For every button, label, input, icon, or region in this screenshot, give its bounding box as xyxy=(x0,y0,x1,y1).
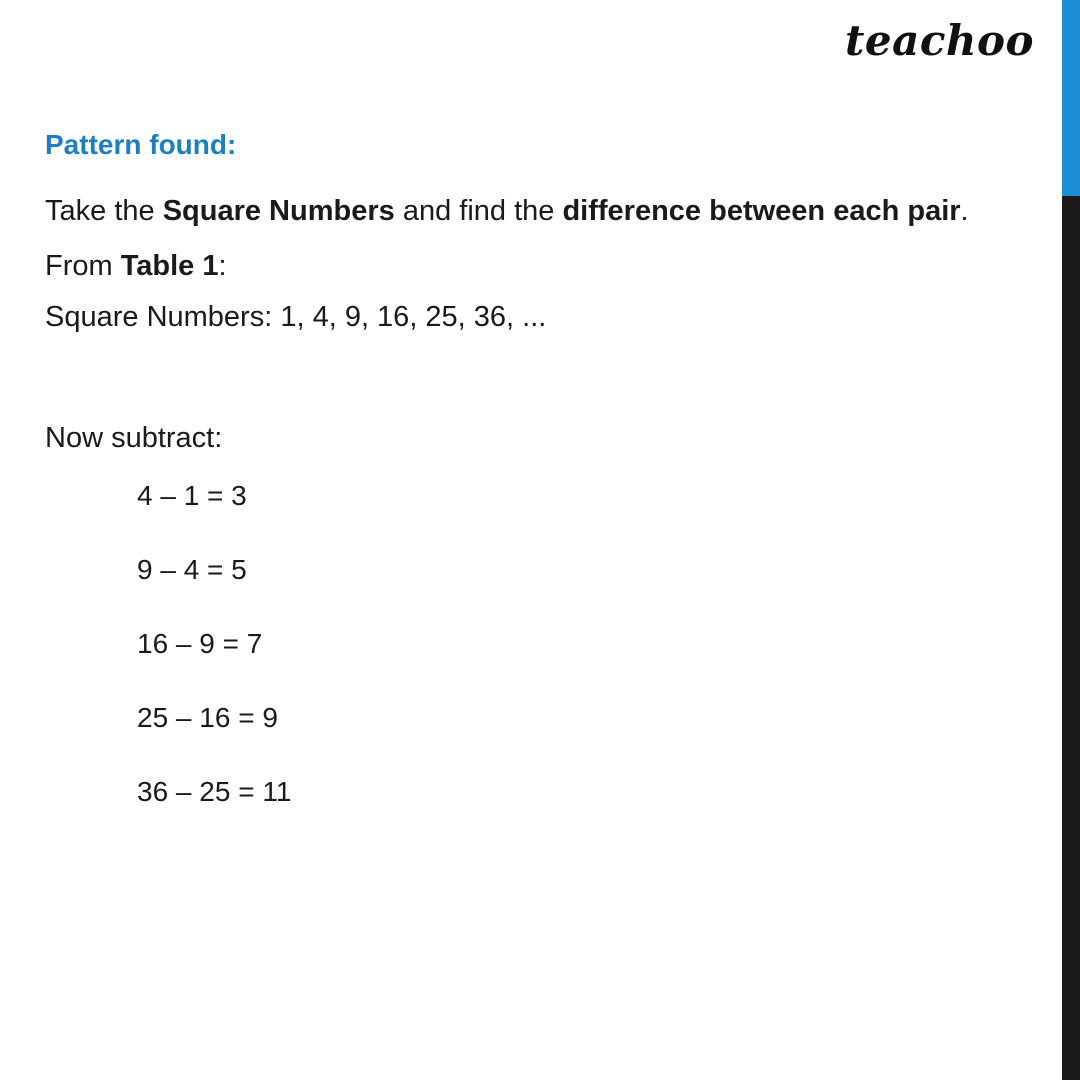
right-edge-blue-bar xyxy=(1062,0,1080,196)
slide-content xyxy=(45,128,1025,852)
paragraph-1-bold-2: difference between each pair xyxy=(562,194,961,227)
paragraph-2-bold-1: Table 1 xyxy=(120,249,219,282)
teachoo-logo: teachoo xyxy=(845,16,1034,65)
vertical-spacer xyxy=(45,345,1025,417)
paragraph-1-part-2: and find the xyxy=(394,194,563,227)
paragraph-1-bold-1: Square Numbers xyxy=(162,194,395,227)
subheading-now-subtract: Now subtract: xyxy=(45,421,223,454)
paragraph-2-part-1: From xyxy=(45,249,121,282)
paragraph-2-part-2: : xyxy=(218,249,227,282)
list-item: 9 – 4 = 5 xyxy=(137,554,247,585)
paragraph-take-square-numbers xyxy=(45,188,1020,235)
paragraph-1-part-1: Take the xyxy=(45,194,163,227)
calculation-list xyxy=(45,482,1025,806)
list-item: 16 – 9 = 7 xyxy=(137,628,263,659)
paragraph-square-numbers-list: Square Numbers: 1, 4, 9, 16, 25, 36, ... xyxy=(45,300,547,333)
right-edge-dark-bar xyxy=(1062,196,1080,1080)
paragraph-from-table xyxy=(45,243,1020,290)
paragraph-1-part-3: . xyxy=(960,194,969,227)
page-title: Pattern found: xyxy=(45,129,237,160)
list-item: 36 – 25 = 11 xyxy=(137,776,292,807)
list-item: 25 – 16 = 9 xyxy=(137,702,278,733)
list-item: 4 – 1 = 3 xyxy=(137,480,247,511)
